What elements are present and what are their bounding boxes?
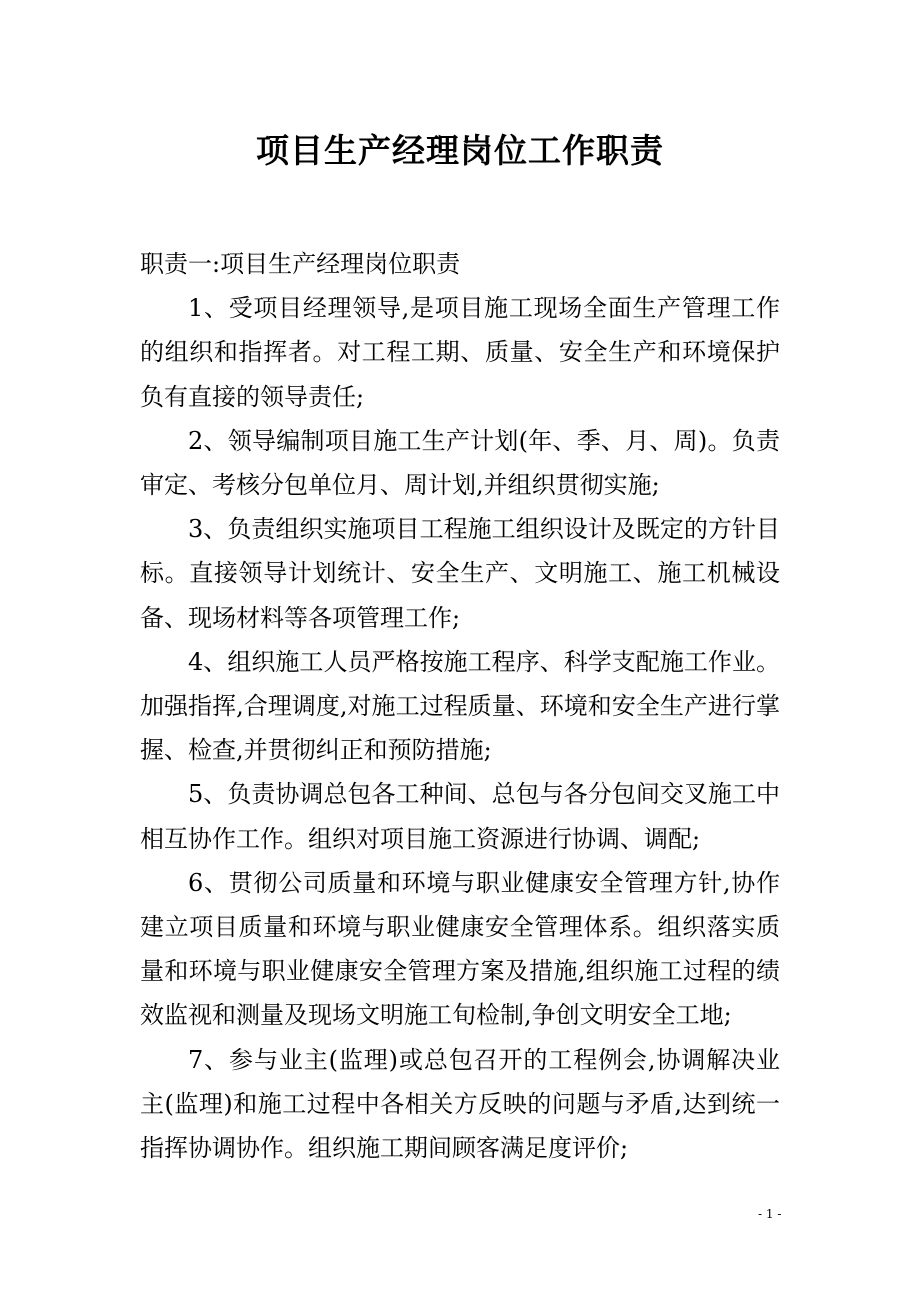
- paragraph-4: 4、组织施工人员严格按施工程序、科学支配施工作业。加强指挥,合理调度,对施工过程质量、环境和安全生产进行掌握、检查,并贯彻纠正和预防措施;: [140, 647, 780, 765]
- paragraph-1: 1、受项目经理领导,是项目施工现场全面生产管理工作的组织和指挥者。对工程工期、质量、安全生产和环境保护负有直接的领导责任;: [140, 294, 780, 411]
- page-number: - 1 -: [758, 1207, 782, 1221]
- paragraph-6: 6、贯彻公司质量和环境与职业健康安全管理方针,协作建立项目质量和环境与职业健康安全管理体系。组织落实质量和环境与职业健康安全管理方案及措施,组织施工过程的绩效监视和测量及现场文明施工旬检制,争创文明安全工地;: [140, 868, 780, 1030]
- section-heading: 职责一:项目生产经理岗位职责: [140, 250, 461, 278]
- paragraph-3: 3、负责组织实施项目工程施工组织设计及既定的方针目标。直接领导计划统计、安全生产、文明施工、施工机械设备、现场材料等各项管理工作;: [140, 515, 780, 632]
- paragraph-7: 7、参与业主(监理)或总包召开的工程例会,协调解决业主(监理)和施工过程中各相关方反映的问题与矛盾,达到统一指挥协调协作。组织施工期间顾客满足度评价;: [140, 1045, 780, 1163]
- document-title: 项目生产经理岗位工作职责: [256, 131, 664, 170]
- document-body: [140, 242, 780, 1170]
- paragraph-5: 5、负责协调总包各工种间、总包与各分包间交叉施工中相互协作工作。组织对项目施工资源进行协调、调配;: [140, 780, 780, 853]
- paragraph-2: 2、领导编制项目施工生产计划(年、季、月、周)。负责审定、考核分包单位月、周计划,并组织贯彻实施;: [140, 426, 780, 500]
